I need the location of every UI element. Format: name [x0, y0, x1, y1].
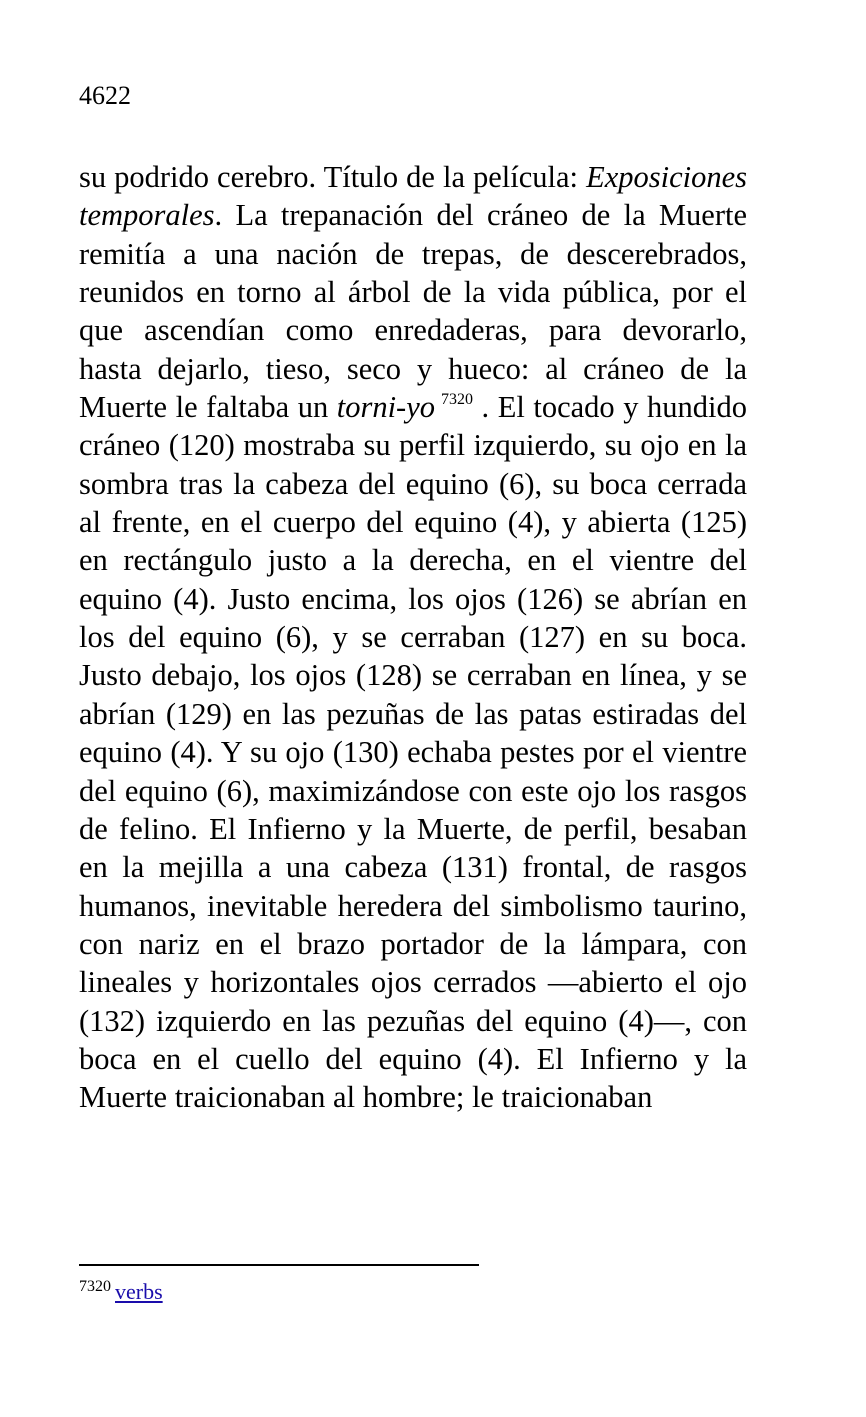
italic-term: torni-yo	[336, 390, 435, 425]
footnote-link[interactable]: verbs	[115, 1279, 163, 1304]
body-text-segment: . El tocado y hundido cráneo (120) mostraba su perfil izquierdo, su ojo en la sombra tras la cabeza del equino (6), su boca cerrada al frente, en el cuerpo del equino (4), y abierta (125) en rectángulo justo a la derecha, en el vientre del equino (4). Justo encima, los ojos (126) se abrían en los del equino (6), y se cerraban (127) en su boca. Justo debajo, los ojos (128) se cerraban en línea, y se abrían (129) en las pezuñas de las patas estiradas del equino (4). Y su ojo (130) echaba pestes por el vientre del equino (6), maximizándose con este ojo los rasgos de felino. El Infierno y la Muerte, de perfil, besaban en la mejilla a una cabeza (131) frontal, de rasgos humanos, inevitable heredera del simbolismo taurino, con nariz en el brazo portador de la lámpara, con lineales y horizontales ojos cerrados —abierto el ojo (132) izquierdo en las pezuñas del equino (4)—, con boca en el cuello del equino (4). El Infierno y la Muerte traicionaban al hombre; le traicionaban	[79, 390, 747, 1115]
footnote	[79, 1278, 163, 1306]
body-paragraph	[79, 158, 747, 1117]
footnote-marker: 7320	[79, 1278, 111, 1295]
footnote-reference: 7320	[441, 391, 473, 409]
body-text-segment: su podrido cerebro. Título de la película:	[79, 160, 587, 194]
body-text-segment: . La trepanación del cráneo de la Muerte remitía a una nación de trepas, de descerebrados, reunidos en torno al árbol de la vida pública, por el que ascendían como enredaderas, para devorarlo, hasta dejarlo, tieso, seco y hueco: al cráneo de la Muerte le faltaba un	[79, 198, 747, 425]
italic-title: Exposiciones temporales	[79, 160, 747, 233]
page-number: 4622	[79, 81, 131, 110]
footnote-separator	[79, 1264, 479, 1266]
